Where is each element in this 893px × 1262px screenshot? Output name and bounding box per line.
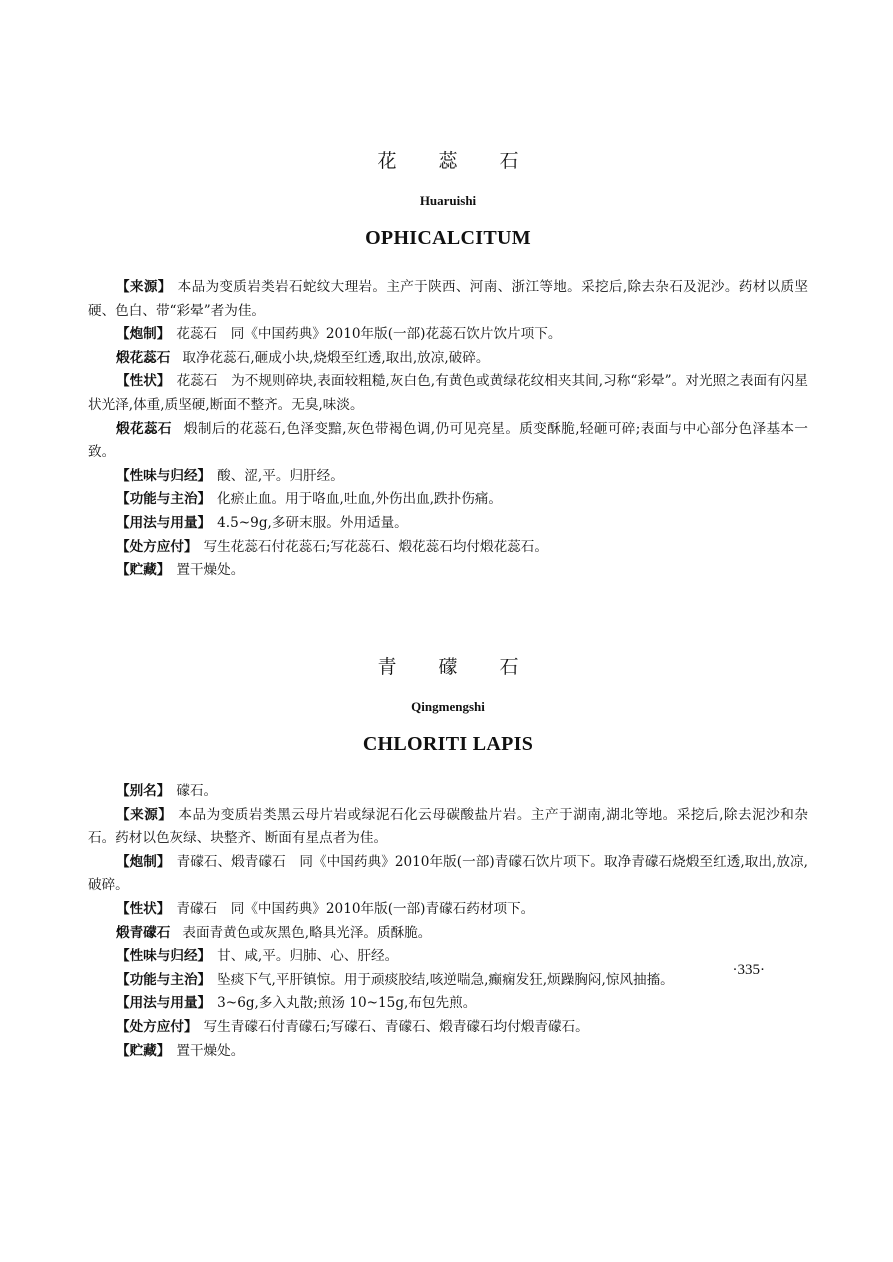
- paragraph-dosage: [88, 512, 808, 536]
- paragraph-nature-meridian: [88, 945, 808, 969]
- paragraph-dosage: [88, 992, 808, 1016]
- entry-title-pinyin: Huaruishi: [419, 193, 477, 208]
- paragraph-label: 【处方应付】: [116, 538, 198, 555]
- paragraph-label: 【用法与用量】: [116, 995, 212, 1012]
- paragraph-text: 表面青黄色或灰黑色,略具光泽。质酥脆。: [182, 924, 432, 941]
- paragraph-processing: [88, 851, 808, 898]
- paragraph-text: 化瘀止血。用于咯血,吐血,外伤出血,跌扑伤痛。: [217, 491, 502, 508]
- paragraph-functions: [88, 969, 808, 993]
- paragraph-text: 青礞石、煅青礞石 同《中国药典》2010年版(一部)青礞石饮片项下。取净青礞石烧煅至红透,取出,放凉,破碎。: [88, 853, 808, 894]
- entry-huaruishi: [88, 146, 808, 583]
- paragraph-characteristics: [88, 898, 808, 922]
- paragraph-text: 本品为变质岩类黑云母片岩或绿泥石化云母碳酸盐片岩。主产于湖南,湖北等地。采挖后,除去泥沙和杂石。药材以色灰绿、块整齐、断面有星点者为佳。: [88, 806, 809, 847]
- paragraph-storage: [88, 559, 808, 583]
- paragraph-label: 【来源】: [116, 806, 173, 823]
- entry-qingmengshi: [88, 652, 808, 1063]
- paragraph-processing: [88, 323, 808, 347]
- paragraph-label: 【炮制】: [116, 853, 171, 870]
- paragraph-calcined-characteristics: [88, 418, 808, 465]
- paragraph-text: 置干燥处。: [176, 562, 245, 579]
- paragraph-label: 煅花蕊石: [116, 420, 172, 437]
- paragraph-text: 坠痰下气,平肝镇惊。用于顽痰胶结,咳逆喘急,癫痫发狂,烦躁胸闷,惊风抽搐。: [217, 971, 674, 988]
- paragraph-label: 【性味与归经】: [116, 948, 212, 965]
- paragraph-label: 【功能与主治】: [116, 491, 212, 508]
- paragraph-label: 【炮制】: [116, 326, 171, 343]
- paragraph-text: 礞石。: [176, 783, 218, 799]
- paragraph-text: 花蕊石 为不规则碎块,表面较粗糙,灰白色,有黄色或黄绿花纹相夹其间,习称“彩晕”。对光照之表面有闪星状光泽,体重,质坚硬,断面不整齐。无臭,味淡。: [88, 373, 809, 413]
- paragraph-label: 【性状】: [116, 900, 171, 917]
- paragraph-storage: [88, 1040, 808, 1064]
- paragraph-text: 写生花蕊石付花蕊石;写花蕊石、煅花蕊石均付煅花蕊石。: [203, 538, 548, 555]
- paragraph-prescription: [88, 1016, 808, 1040]
- paragraph-prescription: [88, 536, 808, 560]
- paragraph-text: 酸、涩,平。归肝经。: [217, 467, 344, 484]
- paragraph-text: 花蕊石 同《中国药典》2010年版(一部)花蕊石饮片饮片项下。: [176, 326, 562, 343]
- paragraph-functions: [88, 488, 808, 512]
- paragraph-label: 【功能与主治】: [116, 971, 212, 988]
- paragraph-text: 置干燥处。: [176, 1042, 245, 1059]
- page-number: ·335·: [732, 962, 765, 978]
- entry-body: [88, 276, 808, 583]
- paragraph-label: 【贮藏】: [116, 1042, 171, 1059]
- paragraph-label: 【性味与归经】: [116, 467, 212, 484]
- paragraph-text: 写生青礞石付青礞石;写礞石、青礞石、煅青礞石均付煅青礞石。: [203, 1018, 589, 1035]
- entry-title-latin: CHLORITI LAPIS: [362, 733, 534, 755]
- paragraph-calcined-processing: [88, 347, 808, 371]
- paragraph-label: 【处方应付】: [116, 1018, 198, 1035]
- paragraph-label: 煅花蕊石: [116, 349, 171, 366]
- paragraph-text: 青礞石 同《中国药典》2010年版(一部)青礞石药材项下。: [176, 900, 535, 917]
- entry-title-chinese: 花 蕊 石: [377, 150, 537, 172]
- entry-title-latin: OPHICALCITUM: [365, 227, 531, 249]
- paragraph-text: 取净花蕊石,砸成小块,烧煅至红透,取出,放凉,破碎。: [182, 349, 490, 366]
- entry-title-pinyin: Qingmengshi: [411, 699, 485, 714]
- paragraph-label: 【性状】: [116, 373, 171, 390]
- paragraph-label: 【用法与用量】: [116, 514, 212, 531]
- paragraph-text: 甘、咸,平。归肺、心、肝经。: [217, 948, 399, 965]
- paragraph-text: 3~6g,多入丸散;煎汤 10~15g,布包先煎。: [217, 995, 477, 1012]
- paragraph-label: 【来源】: [116, 279, 172, 295]
- paragraph-label: 【贮藏】: [116, 562, 171, 579]
- paragraph-source: [88, 276, 808, 323]
- paragraph-alias: [88, 780, 808, 804]
- entry-body: [88, 780, 808, 1063]
- paragraph-text: 本品为变质岩类岩石蛇纹大理岩。主产于陕西、河南、浙江等地。采挖后,除去杂石及泥沙。药材以质坚硬、色白、带“彩晕”者为佳。: [88, 279, 808, 319]
- paragraph-characteristics: [88, 370, 808, 417]
- paragraph-label: 【别名】: [116, 783, 171, 799]
- paragraph-calcined-characteristics: [88, 922, 808, 946]
- paragraph-text: 4.5~9g,多研末服。外用适量。: [217, 514, 408, 531]
- paragraph-label: 煅青礞石: [116, 924, 171, 941]
- paragraph-nature-meridian: [88, 465, 808, 489]
- entry-title-chinese: 青 礞 石: [377, 656, 537, 678]
- paragraph-source: [88, 804, 808, 851]
- paragraph-text: 煅制后的花蕊石,色泽变黯,灰色带褐色调,仍可见亮星。质变酥脆,轻砸可碎;表面与中心部分色泽基本一致。: [88, 420, 808, 461]
